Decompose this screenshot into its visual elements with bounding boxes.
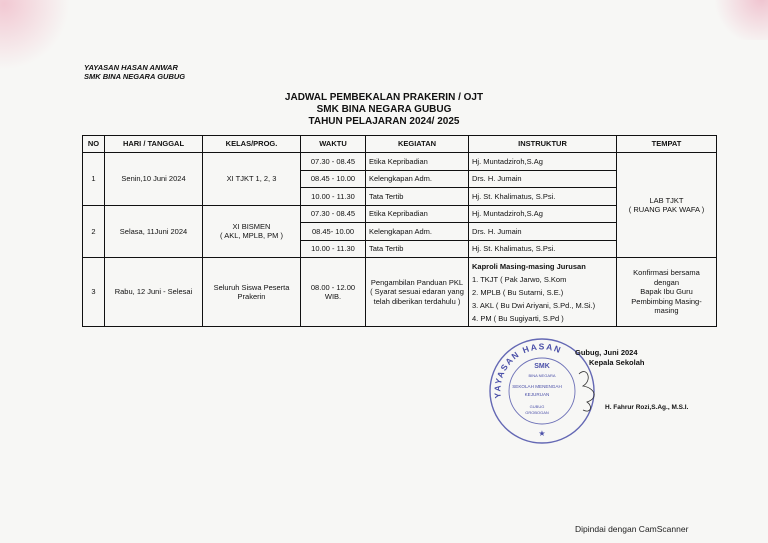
class-programs: Prakerin xyxy=(237,292,266,301)
instructor-heading: Kaproli Masing-masing Jurusan xyxy=(472,261,586,271)
instructor-cell xyxy=(469,258,617,327)
stamp-text: BINA NEGARA xyxy=(528,373,556,378)
col-header-time: WAKTU xyxy=(301,136,366,153)
star-icon: ★ xyxy=(538,429,546,438)
table-row xyxy=(83,258,717,327)
instructor-cell: Hj. St. Khalimatus, S.Psi. xyxy=(469,188,617,206)
place-cell xyxy=(617,153,717,258)
class-name: Seluruh Siswa Peserta xyxy=(213,282,290,292)
day-date: Selasa, 11Juni 2024 xyxy=(105,205,203,258)
document-title xyxy=(0,92,768,128)
signatory-name: H. Fahrur Rozi,S.Ag., M.S.I. xyxy=(605,404,689,411)
instructor-item: 4. PM ( Bu Sugiyarti, S.Pd ) xyxy=(472,313,564,323)
title-line-2: SMK BINA NEGARA GUBUG xyxy=(316,104,452,115)
activity-cell: Etika Kepribadian xyxy=(366,205,469,223)
instructor-cell: Drs. H. Jumain xyxy=(469,223,617,241)
instructor-cell: Hj. Muntadziroh,S.Ag xyxy=(469,153,617,171)
instructor-item: 3. AKL ( Bu Dwi Ariyani, S.Pd., M.Si.) xyxy=(472,300,596,310)
corner-tint xyxy=(708,0,768,40)
day-date: Rabu, 12 Juni - Selesai xyxy=(105,258,203,327)
instructor-cell: Hj. St. Khalimatus, S.Psi. xyxy=(469,240,617,258)
activity-cell: Kelengkapan Adm. xyxy=(366,223,469,241)
place-note: Pembimbing Masing-masing xyxy=(631,296,702,316)
signature-role: Kepala Sekolah xyxy=(589,358,645,367)
time-cell: 07.30 - 08.45 xyxy=(301,205,366,223)
activity-cell: Etika Kepribadian xyxy=(366,153,469,171)
time-cell: 10.00 - 11.30 xyxy=(301,188,366,206)
signature-city-date: Gubug, Juni 2024 xyxy=(575,348,638,357)
time-cell: 08.45- 10.00 xyxy=(301,223,366,241)
col-header-instructor: INSTRUKTUR xyxy=(469,136,617,153)
signature-block xyxy=(575,348,644,368)
time-cell: 08.45 - 10.00 xyxy=(301,170,366,188)
time-cell: 07.30 - 08.45 xyxy=(301,153,366,171)
col-header-class: KELAS/PROG. xyxy=(203,136,301,153)
activity-note: ( Syarat sesuai edaran yang xyxy=(370,287,464,297)
row-number: 1 xyxy=(83,153,105,206)
class-program xyxy=(203,258,301,327)
class-name: XI BISMEN xyxy=(232,221,271,231)
col-header-place: TEMPAT xyxy=(617,136,717,153)
schedule-table xyxy=(82,135,717,327)
activity-title: Pengambilan Panduan PKL xyxy=(370,277,464,287)
activity-note: telah diberikan terdahulu ) xyxy=(373,296,461,306)
instructor-cell: Drs. H. Jumain xyxy=(469,170,617,188)
col-header-no: NO xyxy=(83,136,105,153)
org-name: YAYASAN HASAN ANWAR xyxy=(84,63,178,72)
place-name: LAB TJKT xyxy=(649,195,684,205)
table-header-row xyxy=(83,136,717,153)
activity-cell: Tata Tertib xyxy=(366,240,469,258)
col-header-date: HARI / TANGGAL xyxy=(105,136,203,153)
time-cell: 10.00 - 11.30 xyxy=(301,240,366,258)
time-cell: 08.00 - 12.00 WIB. xyxy=(301,258,366,327)
class-programs: ( AKL, MPLB, PM ) xyxy=(220,231,283,241)
day-date: Senin,10 Juni 2024 xyxy=(105,153,203,206)
svg-text:YAYASAN HASAN xyxy=(492,341,563,398)
place-cell xyxy=(617,258,717,327)
stamp-text: GROBOGAN xyxy=(525,410,549,415)
scanner-watermark: Dipindai dengan CamScanner xyxy=(575,524,689,534)
stamp-arc-text: YAYASAN HASAN xyxy=(492,341,564,399)
stamp-text: SEKOLAH MENENGAH xyxy=(512,384,562,389)
col-header-activity: KEGIATAN xyxy=(366,136,469,153)
row-number: 2 xyxy=(83,205,105,258)
class-program: XI TJKT 1, 2, 3 xyxy=(203,153,301,206)
place-note: Bapak Ibu Guru xyxy=(640,287,693,297)
school-name: SMK BINA NEGARA GUBUG xyxy=(84,72,186,81)
title-line-3: TAHUN PELAJARAN 2024/ 2025 xyxy=(308,116,460,127)
stamp-school: SMK xyxy=(534,363,550,370)
instructor-item: 2. MPLB ( Bu Sutarni, S.E.) xyxy=(472,287,564,297)
activity-cell: Tata Tertib xyxy=(366,188,469,206)
place-room: ( RUANG PAK WAFA ) xyxy=(628,205,705,214)
organization-header xyxy=(84,63,185,81)
corner-tint xyxy=(0,0,70,70)
class-program xyxy=(203,205,301,258)
instructor-item: 1. TKJT ( Pak Jarwo, S.Kom xyxy=(472,274,567,284)
activity-cell xyxy=(366,258,469,327)
activity-cell: Kelengkapan Adm. xyxy=(366,170,469,188)
row-number: 3 xyxy=(83,258,105,327)
table-row xyxy=(83,153,717,171)
place-note: Konfirmasi bersama dengan xyxy=(633,268,700,287)
stamp-text: GUBUG xyxy=(529,404,545,409)
title-line-1: JADWAL PEMBEKALAN PRAKERIN / OJT xyxy=(284,92,484,103)
stamp-text: KEJURUAN xyxy=(524,392,550,397)
instructor-cell: Hj. Muntadziroh,S.Ag xyxy=(469,205,617,223)
